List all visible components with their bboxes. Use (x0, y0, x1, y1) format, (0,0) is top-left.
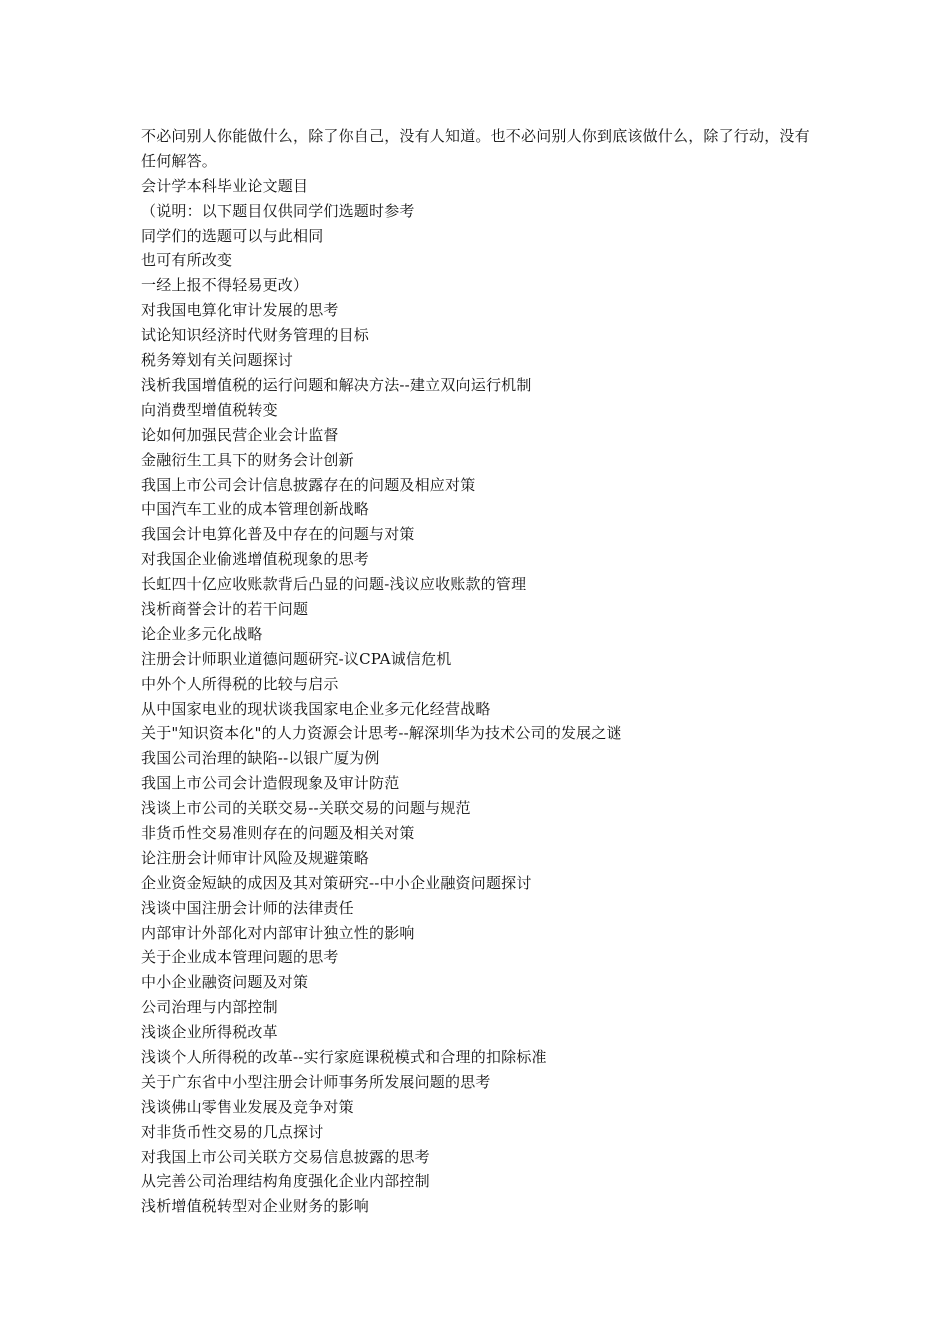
list-item: 浅析我国增值税的运行问题和解决方法--建立双向运行机制 (141, 375, 532, 394)
list-item: 一经上报不得轻易更改） (141, 276, 309, 295)
list-item: 浅谈上市公司的关联交易--关联交易的问题与规范 (141, 799, 471, 818)
list-item: 浅谈个人所得税的改革--实行家庭课税模式和合理的扣除标准 (141, 1047, 547, 1066)
list-item: 向消费型增值税转变 (141, 400, 278, 419)
list-item: 对我国电算化审计发展的思考 (141, 301, 339, 320)
list-item: 非货币性交易准则存在的问题及相关对策 (141, 823, 415, 842)
list-item: 我国公司治理的缺陷--以银广厦为例 (141, 749, 380, 768)
list-item: 从完善公司治理结构角度强化企业内部控制 (141, 1172, 430, 1191)
list-item: 浅谈企业所得税改革 (141, 1023, 278, 1042)
list-item: 关于企业成本管理问题的思考 (141, 948, 339, 967)
list-item: 浅谈佛山零售业发展及竞争对策 (141, 1097, 354, 1116)
list-item: 中国汽车工业的成本管理创新战略 (141, 500, 370, 519)
list-item: 我国上市公司会计信息披露存在的问题及相应对策 (141, 475, 476, 494)
list-item: 论注册会计师审计风险及规避策略 (141, 848, 370, 867)
list-item: 关于"知识资本化"的人力资源会计思考--解深圳华为技术公司的发展之谜 (141, 724, 622, 743)
list-item: 我国上市公司会计造假现象及审计防范 (141, 774, 400, 793)
list-item: 也可有所改变 (141, 251, 233, 270)
list-item: 对我国企业偷逃增值税现象的思考 (141, 550, 370, 569)
list-item: 论如何加强民营企业会计监督 (141, 425, 339, 444)
thesis-topic-list (141, 174, 821, 1219)
list-item: 内部审计外部化对内部审计独立性的影响 (141, 923, 415, 942)
list-item: 我国会计电算化普及中存在的问题与对策 (141, 525, 415, 544)
list-item: （说明：以下题目仅供同学们选题时参考 (141, 201, 415, 220)
list-item: 税务筹划有关问题探讨 (141, 351, 294, 370)
intro-paragraph: 不必问别人你能做什么，除了你自己，没有人知道。也不必问别人你到底该做什么，除了行动，没有任何解答。 (141, 127, 810, 170)
list-item: 浅谈中国注册会计师的法律责任 (141, 898, 354, 917)
list-item: 同学们的选题可以与此相同 (141, 226, 324, 245)
list-item: 注册会计师职业道德问题研究-议CPA诚信危机 (141, 649, 452, 668)
list-item: 试论知识经济时代财务管理的目标 (141, 326, 370, 345)
list-item: 论企业多元化战略 (141, 624, 263, 643)
list-item: 对非货币性交易的几点探讨 (141, 1122, 324, 1141)
list-item: 浅析商誉会计的若干问题 (141, 599, 309, 618)
list-item: 长虹四十亿应收账款背后凸显的问题-浅议应收账款的管理 (141, 575, 527, 594)
list-item: 从中国家电业的现状谈我国家电企业多元化经营战略 (141, 699, 491, 718)
list-item: 对我国上市公司关联方交易信息披露的思考 (141, 1147, 430, 1166)
document-body (141, 124, 821, 1219)
list-item: 中外个人所得税的比较与启示 (141, 674, 339, 693)
list-item: 公司治理与内部控制 (141, 998, 278, 1017)
list-item: 中小企业融资问题及对策 (141, 973, 309, 992)
list-item: 金融衍生工具下的财务会计创新 (141, 450, 354, 469)
list-item: 会计学本科毕业论文题目 (141, 176, 309, 195)
list-item: 关于广东省中小型注册会计师事务所发展问题的思考 (141, 1072, 491, 1091)
list-item: 企业资金短缺的成因及其对策研究--中小企业融资问题探讨 (141, 873, 532, 892)
list-item: 浅析增值税转型对企业财务的影响 (141, 1197, 370, 1216)
